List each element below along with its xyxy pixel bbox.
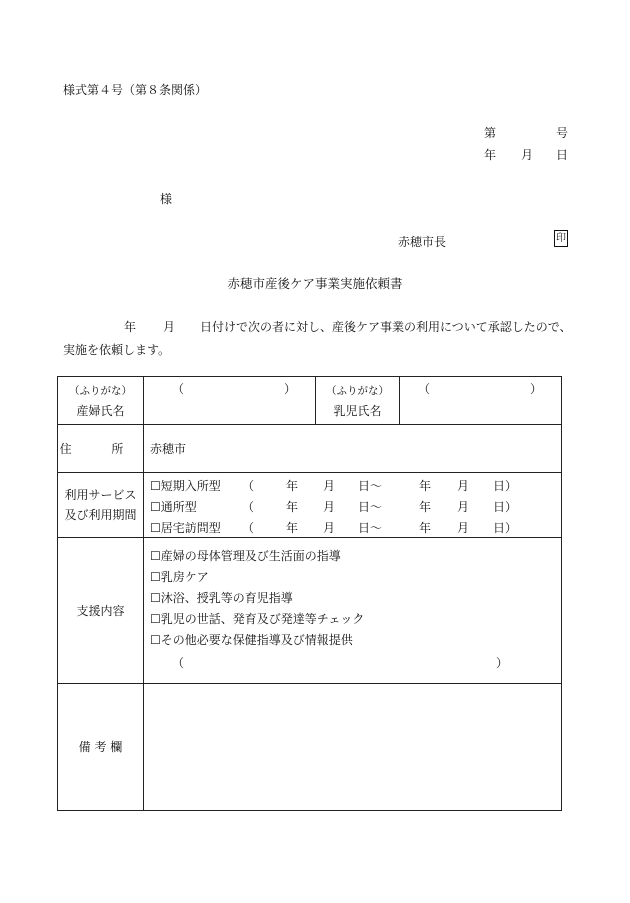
support-option-infant-check[interactable]: ☐乳児の世話、発育及び発達等チェック <box>150 612 365 626</box>
document-title: 赤穂市産後ケア事業実施依頼書 <box>227 276 403 291</box>
mother-name-label-cell <box>58 377 144 425</box>
body-text: 日付けで次の者に対し、産後ケア事業の利用について承認したので、 <box>200 320 572 334</box>
open-paren: （ <box>172 656 185 670</box>
service-option-home-visit[interactable] <box>144 516 561 537</box>
remarks-row <box>58 684 562 811</box>
date-day: 日 <box>556 148 569 162</box>
open-paren: （ <box>172 382 185 396</box>
from-year: 年 <box>286 500 299 514</box>
support-other-detail-field[interactable] <box>144 651 561 672</box>
form-id: 様式第４号（第８条関係） <box>63 83 208 97</box>
infant-name-label: 乳児氏名 <box>333 403 382 418</box>
remarks-label-cell <box>58 684 144 811</box>
number-label-end: 号 <box>556 126 569 140</box>
from-month: 月 <box>323 479 336 493</box>
service-row <box>58 473 562 538</box>
to-month: 月 <box>457 521 470 535</box>
body-line-2: 実施を依頼します。 <box>63 343 171 357</box>
service-name: ☐居宅訪問型 <box>150 521 221 535</box>
from-month: 月 <box>323 521 336 535</box>
infant-name-cell[interactable] <box>400 377 562 425</box>
addressee-suffix: 様 <box>160 192 173 206</box>
support-options-cell <box>144 538 562 684</box>
body-year: 年 <box>124 320 137 334</box>
from-year: 年 <box>286 479 299 493</box>
period-open: （ <box>242 479 255 493</box>
support-option-other[interactable]: ☐その他必要な保健指導及び情報提供 <box>150 633 353 647</box>
to-year: 年 <box>419 500 432 514</box>
infant-furigana-label: （ふりがな） <box>326 384 389 397</box>
support-row <box>58 538 562 684</box>
close-paren: ） <box>530 382 543 396</box>
infant-furigana-field[interactable] <box>400 377 561 397</box>
to-year: 年 <box>419 479 432 493</box>
open-paren: （ <box>418 382 431 396</box>
to-year: 年 <box>419 521 432 535</box>
date-year: 年 <box>484 148 497 162</box>
support-label-cell <box>58 538 144 684</box>
address-row <box>58 425 562 473</box>
to-month: 月 <box>457 500 470 514</box>
service-name: ☐短期入所型 <box>150 479 221 493</box>
mother-name-label: 産婦氏名 <box>76 403 125 418</box>
mother-furigana-field[interactable] <box>144 377 315 397</box>
close-paren: ） <box>496 656 509 670</box>
service-name: ☐通所型 <box>150 500 197 514</box>
infant-name-label-cell <box>316 377 400 425</box>
close-paren: ） <box>284 382 297 396</box>
mother-furigana-label: （ふりがな） <box>69 384 132 397</box>
service-option-short-stay[interactable] <box>144 474 561 495</box>
from-day: 日〜 <box>358 521 383 535</box>
service-label-cell <box>58 473 144 538</box>
period-open: （ <box>242 521 255 535</box>
service-options-cell <box>144 473 562 538</box>
number-label-start: 第 <box>484 126 497 140</box>
remarks-label: 備 考 欄 <box>78 740 123 754</box>
address-label: 住 所 <box>59 441 142 456</box>
to-day: 日） <box>493 521 518 535</box>
to-day: 日） <box>493 479 518 493</box>
mother-name-cell[interactable] <box>144 377 316 425</box>
support-option-childcare-guidance[interactable]: ☐沐浴、授乳等の育児指導 <box>150 591 293 605</box>
support-label: 支援内容 <box>76 603 125 618</box>
from-day: 日〜 <box>358 479 383 493</box>
from-month: 月 <box>323 500 336 514</box>
from-day: 日〜 <box>358 500 383 514</box>
body-month: 月 <box>163 320 176 334</box>
seal-mark: 印 <box>554 230 568 247</box>
address-value: 赤穂市 <box>150 442 187 456</box>
date-month: 月 <box>521 148 534 162</box>
body-line-1 <box>0 318 630 334</box>
support-option-breast-care[interactable]: ☐乳房ケア <box>150 570 209 584</box>
service-label-line-1: 利用サービス <box>64 488 137 502</box>
address-value-cell[interactable] <box>144 425 562 473</box>
to-month: 月 <box>457 479 470 493</box>
service-option-day-care[interactable] <box>144 495 561 516</box>
to-day: 日） <box>493 500 518 514</box>
service-label-line-2: 及び利用期間 <box>64 508 137 522</box>
remarks-field[interactable] <box>144 684 562 811</box>
issuer: 赤穂市長 <box>398 235 447 249</box>
address-label-cell <box>58 425 144 473</box>
from-year: 年 <box>286 521 299 535</box>
period-open: （ <box>242 500 255 514</box>
name-row <box>58 377 562 425</box>
support-option-maternal-care[interactable]: ☐産婦の母体管理及び生活面の指導 <box>150 549 341 563</box>
request-form-table <box>57 376 562 811</box>
